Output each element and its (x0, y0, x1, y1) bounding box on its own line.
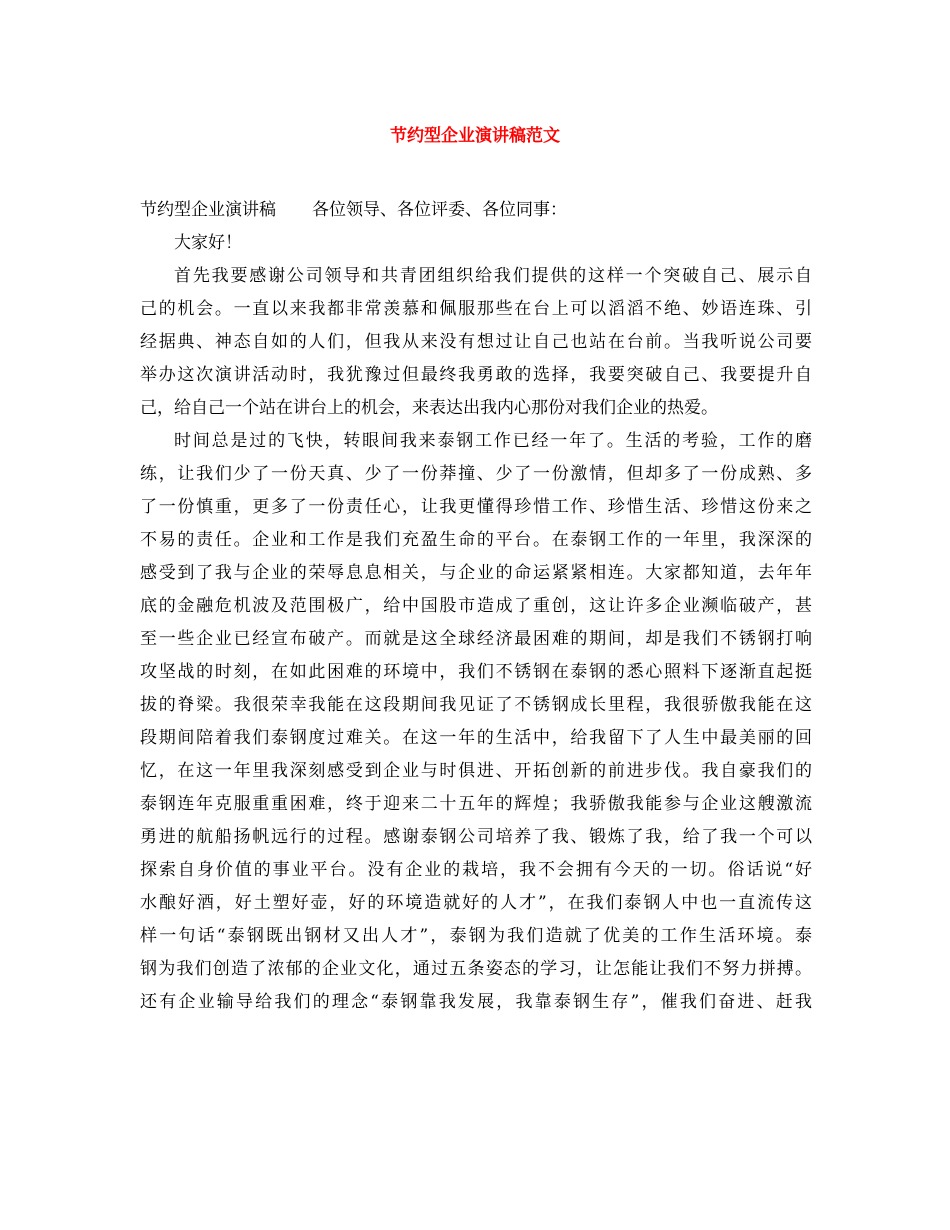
text-line: 底的金融危机波及范围极广，给中国股市造成了重创，这让许多企业濒临破产，甚 (140, 596, 812, 616)
text-line: 段期间陪着我们泰钢度过难关。在这一年的生活中，给我留下了人生中最美丽的回 (140, 728, 812, 748)
text-line: 时间总是过的飞快，转眼间我来泰钢工作已经一年了。生活的考验，工作的磨 (174, 431, 812, 451)
text-line: 了一份慎重，更多了一份责任心，让我更懂得珍惜工作、珍惜生活、珍惜这份来之 (140, 497, 812, 517)
text-line: 拔的脊梁。我很荣幸我能在这段期间我见证了不锈钢成长里程，我很骄傲我能在这 (140, 695, 812, 715)
text-line: 己的机会。一直以来我都非常羡慕和佩服那些在台上可以滔滔不绝、妙语连珠、引 (140, 299, 812, 319)
text-line: 钢为我们创造了浓郁的企业文化，通过五条姿态的学习，让怎能让我们不努力拼搏。 (140, 959, 812, 979)
text-line: 攻坚战的时刻，在如此困难的环境中，我们不锈钢在泰钢的悉心照料下逐渐直起挺 (140, 662, 812, 682)
text-line: 感受到了我与企业的荣辱息息相关，与企业的命运紧紧相连。大家都知道，去年年 (140, 563, 812, 583)
text-line: 不易的责任。企业和工作是我们充盈生命的平台。在泰钢工作的一年里，我深深的 (140, 530, 812, 550)
text-line: 举办这次演讲活动时，我犹豫过但最终我勇敢的选择，我要突破自己、我要提升自 (140, 365, 812, 385)
text-line: 经据典、神态自如的人们，但我从来没有想过让自己也站在台前。当我听说公司要 (140, 332, 812, 352)
text-line: 己，给自己一个站在讲台上的机会，来表达出我内心那份对我们企业的热爱。 (140, 398, 718, 418)
document-title: 节约型企业演讲稿范文 (390, 126, 560, 146)
text-line: 泰钢连年克服重重困难，终于迎来二十五年的辉煌；我骄傲我能参与企业这艘激流 (140, 794, 812, 814)
text-line: 还有企业输导给我们的理念“泰钢靠我发展，我靠泰钢生存”，催我们奋进、赶我 (140, 992, 812, 1012)
text-line: 至一些企业已经宣布破产。而就是这全球经济最困难的期间，却是我们不锈钢打响 (140, 629, 812, 649)
heading-line (140, 194, 812, 227)
text-line: 首先我要感谢公司领导和共青团组织给我们提供的这样一个突破自己、展示自 (174, 266, 812, 286)
text-line: 忆，在这一年里我深刻感受到企业与时俱进、开拓创新的前进步伐。我自豪我们的 (140, 761, 812, 781)
speech-heading: 节约型企业演讲稿 (140, 200, 276, 220)
paragraph-lines (140, 227, 812, 1019)
salutation: 各位领导、各位评委、各位同事： (312, 200, 567, 220)
text-line: 大家好！ (174, 233, 242, 253)
text-line: 样一句话“泰钢既出钢材又出人才”，泰钢为我们造就了优美的工作生活环境。泰 (140, 926, 812, 946)
text-line: 水酿好酒，好土塑好壶，好的环境造就好的人才”，在我们泰钢人中也一直流传这 (140, 893, 812, 913)
text-line: 练，让我们少了一份天真、少了一份莽撞、少了一份激情，但却多了一份成熟、多 (140, 464, 812, 484)
text-line: 探索自身价值的事业平台。没有企业的栽培，我不会拥有今天的一切。俗话说“好 (140, 860, 812, 880)
text-line: 勇进的航船扬帆远行的过程。感谢泰钢公司培养了我、锻炼了我，给了我一个可以 (140, 827, 812, 847)
document-body (140, 194, 812, 1019)
